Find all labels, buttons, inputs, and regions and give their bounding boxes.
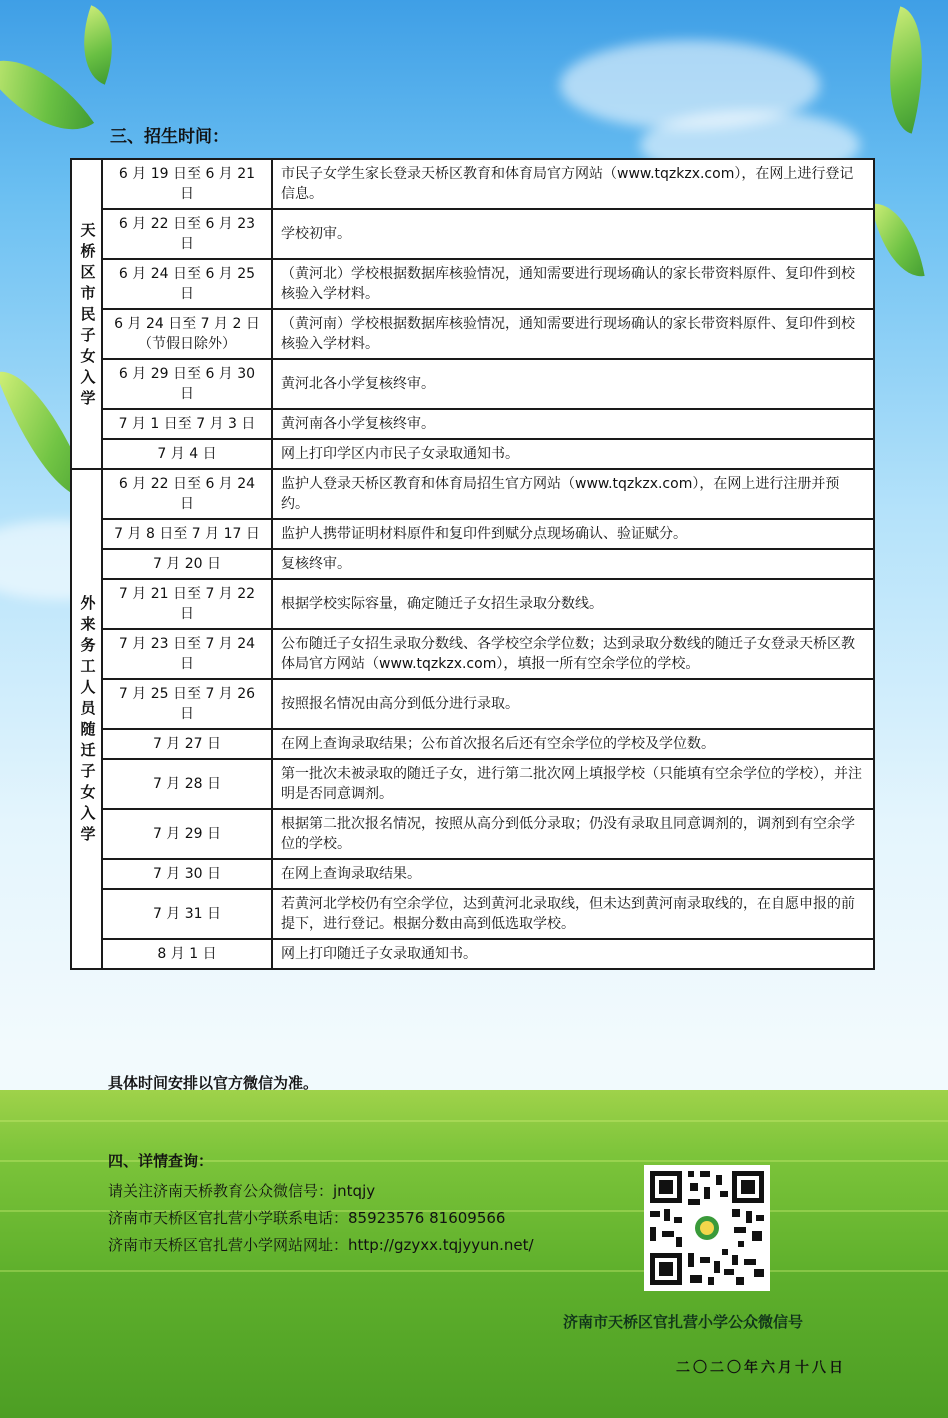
schedule-description: 公布随迁子女招生录取分数线、各学校空余学位数；达到录取分数线的随迁子女登录天桥区教体局官方网站（www.tqzkzx.com），填报一所有空余学位的学校。 bbox=[272, 629, 874, 679]
schedule-description: 监护人登录天桥区教育和体育局招生官方网站（www.tqzkzx.com），在网上进行注册并预约。 bbox=[272, 469, 874, 519]
schedule-description: 监护人携带证明材料原件和复印件到赋分点现场确认、验证赋分。 bbox=[272, 519, 874, 549]
schedule-date: 7 月 4 日 bbox=[102, 439, 272, 469]
table-row bbox=[71, 409, 874, 439]
leaf-decoration bbox=[869, 6, 943, 133]
leaf-decoration bbox=[67, 5, 129, 84]
schedule-date: 7 月 25 日至 7 月 26 日 bbox=[102, 679, 272, 729]
table-row bbox=[71, 259, 874, 309]
table-row bbox=[71, 359, 874, 409]
enrollment-schedule-table bbox=[70, 158, 875, 970]
table-row bbox=[71, 939, 874, 969]
table-row bbox=[71, 759, 874, 809]
schedule-date: 6 月 24 日至 6 月 25 日 bbox=[102, 259, 272, 309]
schedule-date: 7 月 8 日至 7 月 17 日 bbox=[102, 519, 272, 549]
schedule-description: 市民子女学生家长登录天桥区教育和体育局官方网站（www.tqzkzx.com），在网上进行登记信息。 bbox=[272, 159, 874, 209]
schedule-date: 7 月 31 日 bbox=[102, 889, 272, 939]
schedule-description: 在网上查询录取结果。 bbox=[272, 859, 874, 889]
table-row bbox=[71, 469, 874, 519]
issue-date: 二〇二〇年六月十八日 bbox=[676, 1360, 846, 1376]
table-row bbox=[71, 859, 874, 889]
group-label: 天桥区市民子女入学 bbox=[71, 159, 102, 469]
table-row bbox=[71, 889, 874, 939]
schedule-description: 网上打印随迁子女录取通知书。 bbox=[272, 939, 874, 969]
qr-caption: 济南市天桥区官扎营小学公众微信号 bbox=[563, 1313, 804, 1331]
group-label: 外来务工人员随迁子女入学 bbox=[71, 469, 102, 969]
schedule-description: 复核终审。 bbox=[272, 549, 874, 579]
table-row bbox=[71, 209, 874, 259]
schedule-date: 6 月 19 日至 6 月 21 日 bbox=[102, 159, 272, 209]
qr-code bbox=[644, 1165, 770, 1291]
schedule-date: 7 月 21 日至 7 月 22 日 bbox=[102, 579, 272, 629]
schedule-date: 7 月 29 日 bbox=[102, 809, 272, 859]
schedule-description: （黄河南）学校根据数据库核验情况，通知需要进行现场确认的家长带资料原件、复印件到校核验入学材料。 bbox=[272, 309, 874, 359]
schedule-date: 7 月 1 日至 7 月 3 日 bbox=[102, 409, 272, 439]
section-enrollment-time-title: 三、招生时间： bbox=[110, 127, 229, 147]
table-row bbox=[71, 629, 874, 679]
schedule-description: （黄河北）学校根据数据库核验情况，通知需要进行现场确认的家长带资料原件、复印件到校核验入学材料。 bbox=[272, 259, 874, 309]
table-row bbox=[71, 309, 874, 359]
schedule-date: 7 月 30 日 bbox=[102, 859, 272, 889]
leaf-decoration bbox=[871, 197, 924, 283]
schedule-description: 按照报名情况由高分到低分进行录取。 bbox=[272, 679, 874, 729]
table-row bbox=[71, 519, 874, 549]
schedule-date: 7 月 27 日 bbox=[102, 729, 272, 759]
schedule-date: 6 月 22 日至 6 月 23 日 bbox=[102, 209, 272, 259]
schedule-note: 具体时间安排以官方微信为准。 bbox=[108, 1074, 319, 1092]
table-row bbox=[71, 729, 874, 759]
schedule-date: 7 月 28 日 bbox=[102, 759, 272, 809]
website-line[interactable]: 济南市天桥区官扎营小学网站网址：http://gzyxx.tqjyyun.net/ bbox=[108, 1236, 534, 1254]
schedule-description: 在网上查询录取结果；公布首次报名后还有空余学位的学校及学位数。 bbox=[272, 729, 874, 759]
table-row bbox=[71, 679, 874, 729]
schedule-description: 若黄河北学校仍有空余学位，达到黄河北录取线，但未达到黄河南录取线的，在自愿申报的前提下，进行登记。根据分数由高到低选取学校。 bbox=[272, 889, 874, 939]
table-row bbox=[71, 439, 874, 469]
table-row bbox=[71, 809, 874, 859]
wechat-account-line: 请关注济南天桥教育公众微信号：jntqjy bbox=[108, 1182, 376, 1200]
schedule-date: 6 月 22 日至 6 月 24 日 bbox=[102, 469, 272, 519]
schedule-date: 8 月 1 日 bbox=[102, 939, 272, 969]
schedule-description: 网上打印学区内市民子女录取通知书。 bbox=[272, 439, 874, 469]
leaf-decoration bbox=[0, 33, 94, 158]
schedule-description: 根据第二批次报名情况，按照从高分到低分录取；仍没有录取且同意调剂的，调剂到有空余学位的学校。 bbox=[272, 809, 874, 859]
schedule-description: 黄河北各小学复核终审。 bbox=[272, 359, 874, 409]
table-row bbox=[71, 159, 874, 209]
phone-line: 济南市天桥区官扎营小学联系电话：85923576 81609566 bbox=[108, 1209, 506, 1227]
schedule-date: 6 月 24 日至 7 月 2 日 （节假日除外） bbox=[102, 309, 272, 359]
table-row bbox=[71, 549, 874, 579]
schedule-date: 7 月 23 日至 7 月 24 日 bbox=[102, 629, 272, 679]
section-inquiry-title: 四、详情查询： bbox=[108, 1152, 214, 1170]
schedule-description: 根据学校实际容量，确定随迁子女招生录取分数线。 bbox=[272, 579, 874, 629]
schedule-date: 7 月 20 日 bbox=[102, 549, 272, 579]
schedule-description: 黄河南各小学复核终审。 bbox=[272, 409, 874, 439]
schedule-description: 第一批次未被录取的随迁子女，进行第二批次网上填报学校（只能填有空余学位的学校），并注明是否同意调剂。 bbox=[272, 759, 874, 809]
table-row bbox=[71, 579, 874, 629]
schedule-date: 6 月 29 日至 6 月 30 日 bbox=[102, 359, 272, 409]
schedule-description: 学校初审。 bbox=[272, 209, 874, 259]
